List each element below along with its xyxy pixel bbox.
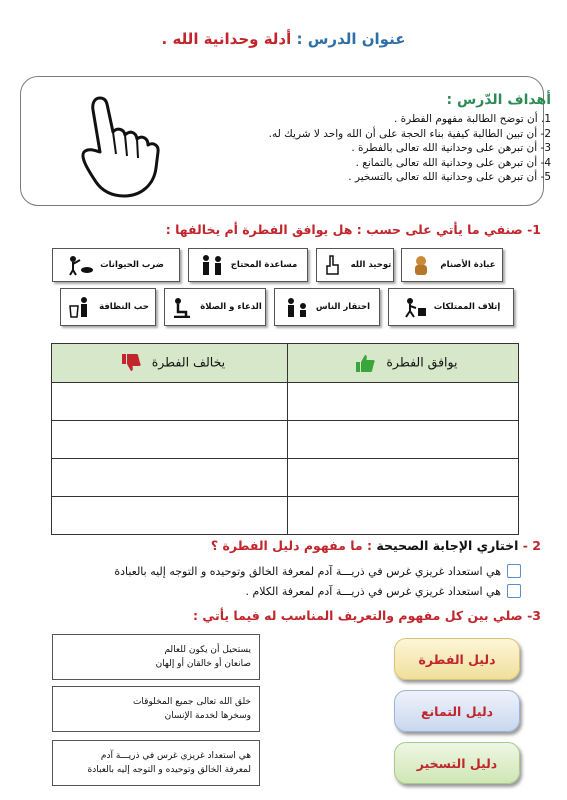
card-label: توحيد الله xyxy=(350,260,392,270)
q2-option-2[interactable] xyxy=(245,584,521,598)
answer-cell[interactable] xyxy=(287,421,518,459)
answer-cell[interactable] xyxy=(287,459,518,497)
card-label: الدعاء و الصلاة xyxy=(200,302,262,312)
goal-item: 2- أن تبين الطالبة كيفية بناء الحجة على أن الله واحد لا شريك له. xyxy=(268,127,551,140)
concept-tamanu[interactable]: دليل التمانع xyxy=(394,690,520,732)
option-checkbox[interactable] xyxy=(507,584,521,598)
card-prayer[interactable] xyxy=(164,288,266,326)
table-row xyxy=(52,459,519,497)
definition-line: هي استعداد غريزي غرس في ذريـــة آدم xyxy=(100,751,251,761)
definition-line: لمعرفة الخالق وتوحيده و التوجه إليه بالعبادة xyxy=(87,765,251,775)
goal-item: 1. أن توضح الطالبة مفهوم الفطرة . xyxy=(393,113,551,125)
card-hitting-animals[interactable] xyxy=(52,248,180,282)
goal-item: 4- أن تبرهن على وحدانية الله تعالى بالتمانع . xyxy=(355,156,551,169)
answer-cell[interactable] xyxy=(52,497,288,535)
trash-bin-icon xyxy=(67,296,93,318)
helping-people-icon xyxy=(199,254,225,276)
answer-cell[interactable] xyxy=(287,497,518,535)
definition-line: وسخرها لخدمة الإنسان xyxy=(164,711,251,721)
thumbs-up-icon xyxy=(354,353,376,373)
definition-box[interactable] xyxy=(52,740,260,786)
agrees-with-fitra-header xyxy=(287,344,518,383)
definition-line: يستحيل أن يكون للعالم xyxy=(164,645,251,655)
goals-heading: أهداف الدّرس : xyxy=(446,92,551,108)
card-love-cleanliness[interactable] xyxy=(60,288,156,326)
option-text: هي استعداد غريزي غرس في ذريـــة آدم لمعرفة الخالق وتوحيده و التوجه إليه بالعبادة xyxy=(114,564,501,578)
praying-person-icon xyxy=(168,296,194,318)
answer-cell[interactable] xyxy=(287,383,518,421)
header-label: يوافق الفطرة xyxy=(386,354,458,370)
q2-number: 2 - xyxy=(522,538,541,553)
card-label: ضرب الحيوانات xyxy=(100,260,164,270)
option-text: هي استعداد غريزي غرس في ذريـــة آدم لمعرفة الكلام . xyxy=(245,584,501,598)
option-checkbox[interactable] xyxy=(507,564,521,578)
card-monotheism[interactable] xyxy=(316,248,394,282)
card-helping-needy[interactable] xyxy=(188,248,308,282)
card-label: إتلاف الممتلكات xyxy=(433,302,501,312)
goal-item: 3- أن تبرهن على وحدانية الله تعالى بالفطرة . xyxy=(351,142,551,154)
raised-finger-icon xyxy=(319,254,345,276)
answer-cell[interactable] xyxy=(52,421,288,459)
q2-prompt xyxy=(211,538,541,553)
q3-prompt: 3- صلي بين كل مفهوم والتعريف المناسب له فيما يأتي : xyxy=(193,608,541,623)
q2-question: : ما مفهوم دليل الفطرة ؟ xyxy=(210,538,373,553)
answer-cell[interactable] xyxy=(52,459,288,497)
definition-box[interactable] xyxy=(52,634,260,680)
goals-list xyxy=(221,112,551,185)
concept-fitra[interactable]: دليل الفطرة xyxy=(394,638,520,680)
answer-cell[interactable] xyxy=(52,383,288,421)
q2-option-1[interactable] xyxy=(114,564,521,578)
definition-box[interactable] xyxy=(52,686,260,732)
table-row xyxy=(52,421,519,459)
card-label: عبادة الأصنام xyxy=(440,260,496,270)
definition-line: صانعان أو خالقان أو إلهان xyxy=(155,659,251,669)
card-despising-people[interactable] xyxy=(274,288,380,326)
lesson-title-value: أدلة وحدانية الله . xyxy=(161,30,292,48)
lesson-title xyxy=(0,30,567,48)
idol-icon xyxy=(408,254,434,276)
card-label: حب النظافة xyxy=(99,302,149,312)
header-label: يخالف الفطرة xyxy=(151,354,226,370)
goal-item: 5- أن تبرهن على وحدانية الله تعالى بالتسخير . xyxy=(348,171,551,183)
concept-taskhir[interactable]: دليل التسخير xyxy=(394,742,520,784)
card-idol-worship[interactable] xyxy=(401,248,503,282)
vandalism-icon xyxy=(402,296,428,318)
contradicts-fitra-header xyxy=(52,344,288,383)
q2-instruction: اختاري الإجابة الصحيحة xyxy=(376,538,519,553)
definition-line: خلق الله تعالى جميع المخلوقات xyxy=(132,697,251,707)
table-row xyxy=(52,383,519,421)
card-label: احتقار الناس xyxy=(315,302,371,312)
card-destroying-property[interactable] xyxy=(388,288,514,326)
contempt-icon xyxy=(284,296,310,318)
lesson-title-label: عنوان الدرس : xyxy=(296,30,406,48)
q1-prompt: 1- صنفي ما يأتي على حسب : هل يوافق الفطرة أم يخالفها : xyxy=(165,222,541,237)
card-label: مساعدة المحتاج xyxy=(230,260,298,270)
hitting-animal-icon xyxy=(68,254,94,276)
sorting-table xyxy=(51,343,519,535)
table-row xyxy=(52,497,519,535)
thumbs-down-icon xyxy=(120,353,142,373)
pointing-hand-icon xyxy=(70,90,170,200)
